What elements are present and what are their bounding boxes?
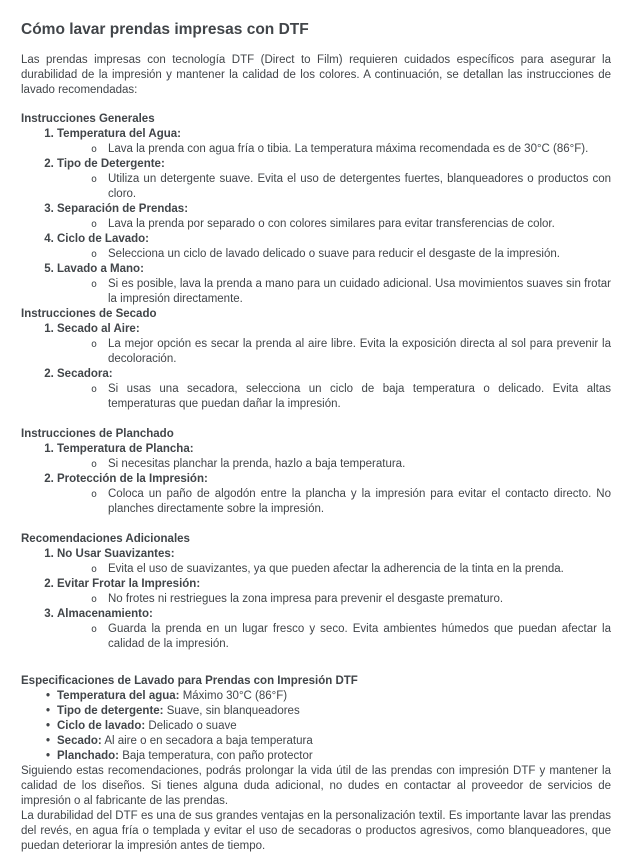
- item-label: 1. Temperatura de Plancha:: [57, 443, 194, 455]
- item-detail: o Si es posible, lava la prenda a mano para un cuidado adicional. Usa movimientos suaves sin frotar la impresión directamente.: [108, 277, 611, 307]
- item-label: 1. Secado al Aire:: [57, 323, 140, 335]
- item-detail: o Si necesitas planchar la prenda, hazlo a baja temperatura.: [108, 457, 611, 472]
- instruction-list: [21, 127, 611, 307]
- instruction-item: [57, 202, 611, 232]
- spec-item: [21, 704, 611, 719]
- item-detail: o Evita el uso de suavizantes, ya que pueden afectar la adherencia de la tinta en la prenda.: [108, 562, 611, 577]
- item-detail: o Lava la prenda con agua fría o tibia. La temperatura máxima recomendada es de 30°C (86°F).: [108, 142, 611, 157]
- spec-item: [21, 719, 611, 734]
- instruction-sections: [21, 112, 611, 652]
- item-label: 2. Tipo de Detergente:: [57, 158, 165, 170]
- item-label: 2. Secadora:: [57, 368, 113, 380]
- instruction-list: [21, 547, 611, 652]
- spec-item: [21, 749, 611, 764]
- instruction-item: [57, 157, 611, 202]
- spec-value: Máximo 30°C (86°F): [182, 690, 288, 702]
- section-heading: Recomendaciones Adicionales: [21, 533, 190, 545]
- item-detail: o No frotes ni restriegues la zona impresa para prevenir el desgaste prematuro.: [108, 592, 611, 607]
- spec-value: Delicado o suave: [148, 720, 237, 732]
- instruction-section: [21, 112, 611, 307]
- instruction-item: [57, 547, 611, 577]
- instruction-item: [57, 232, 611, 262]
- section-heading: Instrucciones de Secado: [21, 308, 157, 320]
- spec-label: Ciclo de lavado:: [57, 720, 146, 732]
- item-detail: o Lava la prenda por separado o con colores similares para evitar transferencias de color.: [108, 217, 611, 232]
- instruction-item: [57, 262, 611, 307]
- instruction-item: [57, 472, 611, 517]
- item-detail: o Selecciona un ciclo de lavado delicado o suave para reducir el desgaste de la impresión.: [108, 247, 611, 262]
- item-label: 2. Evitar Frotar la Impresión:: [57, 578, 201, 590]
- spec-label: Tipo de detergente:: [57, 705, 164, 717]
- document-title: Cómo lavar prendas impresas con DTF: [21, 21, 309, 38]
- instruction-section: [21, 307, 611, 412]
- instruction-item: [57, 442, 611, 472]
- instruction-item: [57, 127, 611, 157]
- intro-paragraph: Las prendas impresas con tecnología DTF (Direct to Film) requieren cuidados específicos para asegurar la durabilidad de la impresión y mantener la calidad de los colores. A continuación, se detallan las instrucciones de lavado recomendadas:: [21, 54, 611, 96]
- spec-item: [21, 734, 611, 749]
- specs-list: [21, 689, 611, 764]
- item-detail: o Utiliza un detergente suave. Evita el uso de detergentes fuertes, blanqueadores o productos con cloro.: [108, 172, 611, 202]
- section-heading: Instrucciones Generales: [21, 113, 155, 125]
- item-detail: o Si usas una secadora, selecciona un ciclo de baja temperatura o delicado. Evita altas temperaturas que puedan dañar la impresión.: [108, 382, 611, 412]
- instruction-item: [57, 322, 611, 367]
- item-detail: o La mejor opción es secar la prenda al aire libre. Evita la exposición directa al sol para prevenir la decoloración.: [108, 337, 611, 367]
- spec-label: Secado:: [57, 735, 102, 747]
- spec-label: Temperatura del agua:: [57, 690, 180, 702]
- section-heading: Instrucciones de Planchado: [21, 428, 174, 440]
- spec-value: Baja temperatura, con paño protector: [122, 750, 313, 762]
- item-label: 3. Separación de Prendas:: [57, 203, 189, 215]
- item-label: 1. Temperatura del Agua:: [57, 128, 181, 140]
- instruction-section: [21, 532, 611, 652]
- instruction-list: [21, 442, 611, 517]
- item-detail: o Guarda la prenda en un lugar fresco y seco. Evita ambientes húmedos que puedan afectar la calidad de la impresión.: [108, 622, 611, 652]
- item-label: 4. Ciclo de Lavado:: [57, 233, 150, 245]
- instruction-item: [57, 607, 611, 652]
- item-label: 1. No Usar Suavizantes:: [57, 548, 175, 560]
- item-detail: o Coloca un paño de algodón entre la plancha y la impresión para evitar el contacto directo. No planches directamente sobre la impresión.: [108, 487, 611, 517]
- specs-heading: Especificaciones de Lavado para Prendas con Impresión DTF: [21, 675, 358, 687]
- closing-paragraph: La durabilidad del DTF es una de sus grandes ventajas en la personalización textil. Es importante lavar las prendas del revés, en agua fría o templada y evitar el uso de secadoras o productos agresivos, como blanqueadores, que puedan deteriorar la impresión antes de tiempo.: [21, 810, 611, 852]
- spec-value: Al aire o en secadora a baja temperatura: [104, 735, 313, 747]
- item-label: 5. Lavado a Mano:: [57, 263, 144, 275]
- closing-paragraph: Siguiendo estas recomendaciones, podrás prolongar la vida útil de las prendas con impresión DTF y mantener la calidad de los diseños. Si tienes alguna duda adicional, no dudes en contactar al proveedor de servicios de impresión o al fabricante de las prendas.: [21, 765, 611, 807]
- instruction-item: [57, 577, 611, 607]
- instruction-section: [21, 427, 611, 517]
- closing-paragraphs: [21, 764, 611, 854]
- item-label: 3. Almacenamiento:: [57, 608, 153, 620]
- item-label: 2. Protección de la Impresión:: [57, 473, 208, 485]
- instruction-item: [57, 367, 611, 412]
- instruction-list: [21, 322, 611, 412]
- spec-item: [21, 689, 611, 704]
- spec-label: Planchado:: [57, 750, 119, 762]
- specs-section: [21, 674, 611, 764]
- spec-value: Suave, sin blanqueadores: [166, 705, 300, 717]
